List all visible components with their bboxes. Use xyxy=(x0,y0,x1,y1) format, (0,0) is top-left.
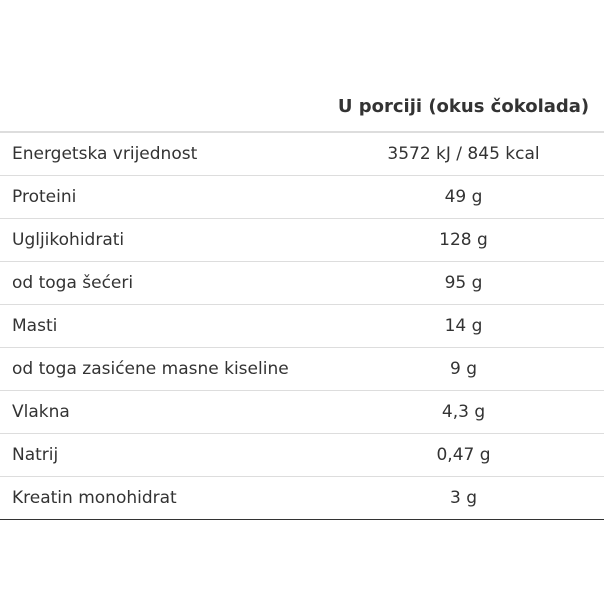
nutrient-value: 3 g xyxy=(305,477,604,520)
nutrient-value: 95 g xyxy=(305,262,604,305)
table-row xyxy=(0,132,604,176)
nutrient-label: Ugljikohidrati xyxy=(0,219,305,262)
table-row xyxy=(0,176,604,219)
nutrient-value: 3572 kJ / 845 kcal xyxy=(305,132,604,176)
table-row xyxy=(0,477,604,520)
header-label-cell xyxy=(0,82,305,132)
table-row xyxy=(0,219,604,262)
nutrient-label: od toga zasićene masne kiseline xyxy=(0,348,305,391)
nutrient-label: Proteini xyxy=(0,176,305,219)
nutrient-value: 0,47 g xyxy=(305,434,604,477)
nutrient-value: 9 g xyxy=(305,348,604,391)
nutrient-label: Vlakna xyxy=(0,391,305,434)
table-row xyxy=(0,348,604,391)
table-row xyxy=(0,262,604,305)
nutrient-label: Masti xyxy=(0,305,305,348)
table-row xyxy=(0,434,604,477)
nutrient-value: 14 g xyxy=(305,305,604,348)
nutrient-label: Natrij xyxy=(0,434,305,477)
nutrient-label: od toga šećeri xyxy=(0,262,305,305)
nutrient-value: 128 g xyxy=(305,219,604,262)
header-serving-cell: U porciji (okus čokolada) xyxy=(305,82,604,132)
nutrient-value: 4,3 g xyxy=(305,391,604,434)
nutrition-table xyxy=(0,82,604,520)
table-header-row xyxy=(0,82,604,132)
nutrient-label: Kreatin monohidrat xyxy=(0,477,305,520)
table-row xyxy=(0,391,604,434)
nutrient-value: 49 g xyxy=(305,176,604,219)
table-row xyxy=(0,305,604,348)
nutrient-label: Energetska vrijednost xyxy=(0,132,305,176)
